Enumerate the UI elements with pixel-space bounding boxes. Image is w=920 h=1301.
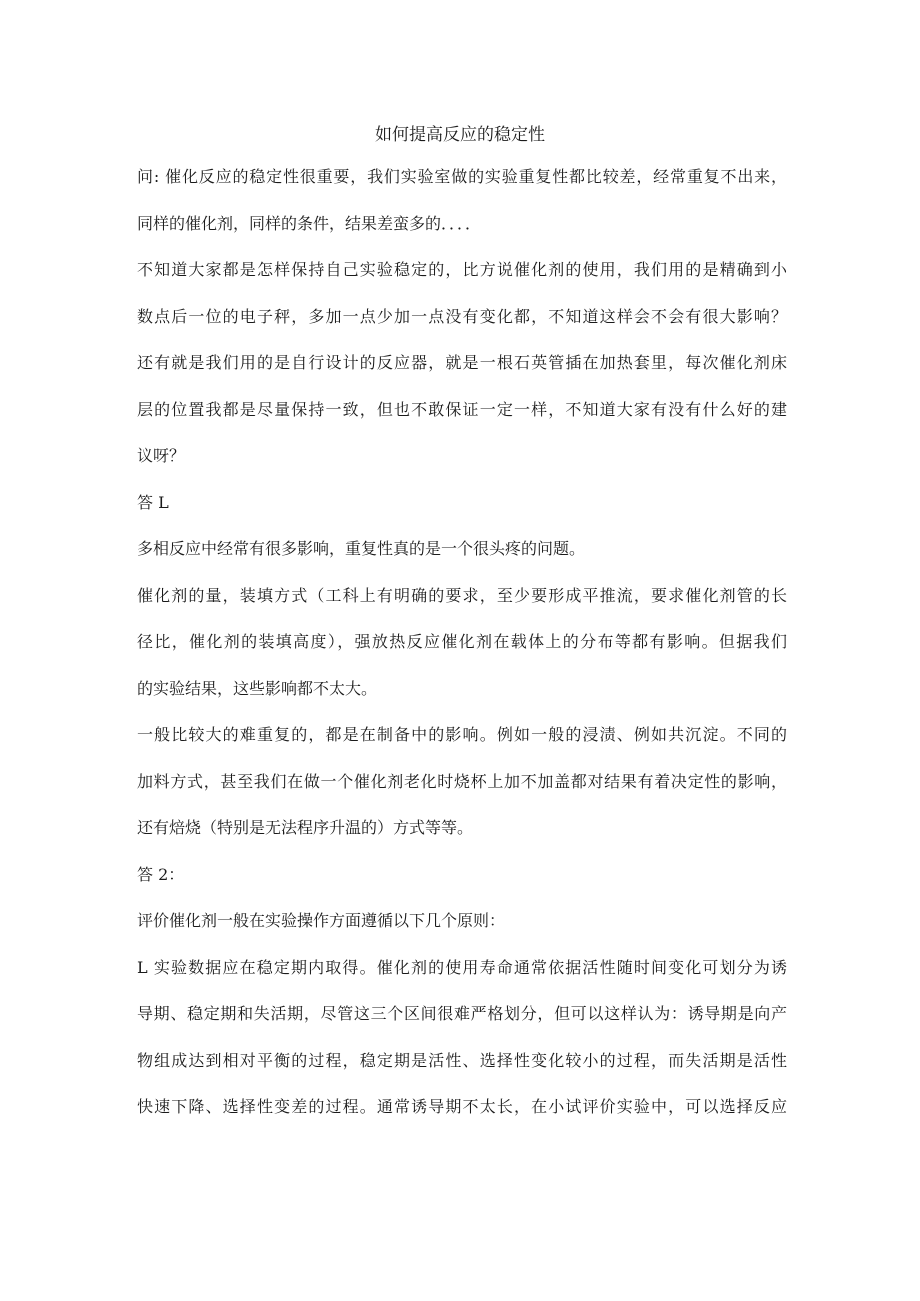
question-line-2: 同样的催化剂，同样的条件，结果差蛮多的．．．．: [137, 213, 482, 233]
paragraph-line: 还有焙烧（特别是无法程序升温的）方式等等。: [137, 818, 474, 837]
paragraph-line: L 实验数据应在稳定期内取得。催化剂的使用寿命通常依据活性随时间变化可划分为诱: [137, 957, 787, 977]
paragraph-line: 议呀？: [137, 446, 186, 465]
document-body: [137, 165, 787, 1142]
paragraph-line: 加料方式，甚至我们在做一个催化剂老化时烧杯上加不加盖都对结果有着决定性的影响，: [137, 771, 787, 791]
paragraph-line: 催化剂的量，装填方式（工科上有明确的要求，至少要形成平推流，要求催化剂管的长: [137, 585, 787, 605]
paragraph-line: 径比，催化剂的装填高度），强放热反应催化剂在载体上的分布等都有影响。但据我们: [137, 632, 787, 651]
paragraph-line: 快速下降、选择性变差的过程。通常诱导期不太长，在小试评价实验中，可以选择反应: [137, 1097, 787, 1116]
paragraph-line: 导期、稳定期和失活期，尽管这三个区间很难严格划分，但可以这样认为：诱导期是向产: [137, 1004, 787, 1023]
answer-1-heading: 答 L: [137, 492, 169, 512]
question-line-1: 问: 催化反应的稳定性很重要，我们实验室做的实验重复性都比较差，经常重复不出来，: [137, 167, 787, 186]
answer-2-heading: 答 2：: [137, 864, 185, 884]
paragraph-line: 一般比较大的难重复的，都是在制备中的影响。例如一般的浸渍、例如共沉淀。不同的: [137, 725, 787, 744]
paragraph-line: 数点后一位的电子秤，多加一点少加一点没有变化都，不知道这样会不会有很大影响？: [137, 306, 787, 326]
paragraph-line: 评价催化剂一般在实验操作方面遵循以下几个原则：: [137, 911, 506, 930]
document-title: 如何提高反应的稳定性: [375, 125, 545, 145]
paragraph-line: 层的位置我都是尽量保持一致，但也不敢保证一定一样，不知道大家有没有什么好的建: [137, 399, 787, 419]
paragraph-line: 还有就是我们用的是自行设计的反应器，就是一根石英管插在加热套里，每次催化剂床: [137, 353, 787, 372]
paragraph-line: 物组成达到相对平衡的过程，稳定期是活性、选择性变化较小的过程，而失活期是活性: [137, 1050, 787, 1070]
paragraph-line: 不知道大家都是怎样保持自己实验稳定的，比方说催化剂的使用，我们用的是精确到小: [137, 260, 787, 279]
paragraph-line: 多相反应中经常有很多影响，重复性真的是一个很头疼的问题。: [137, 539, 586, 558]
paragraph-line: 的实验结果，这些影响都不太大。: [137, 678, 378, 698]
